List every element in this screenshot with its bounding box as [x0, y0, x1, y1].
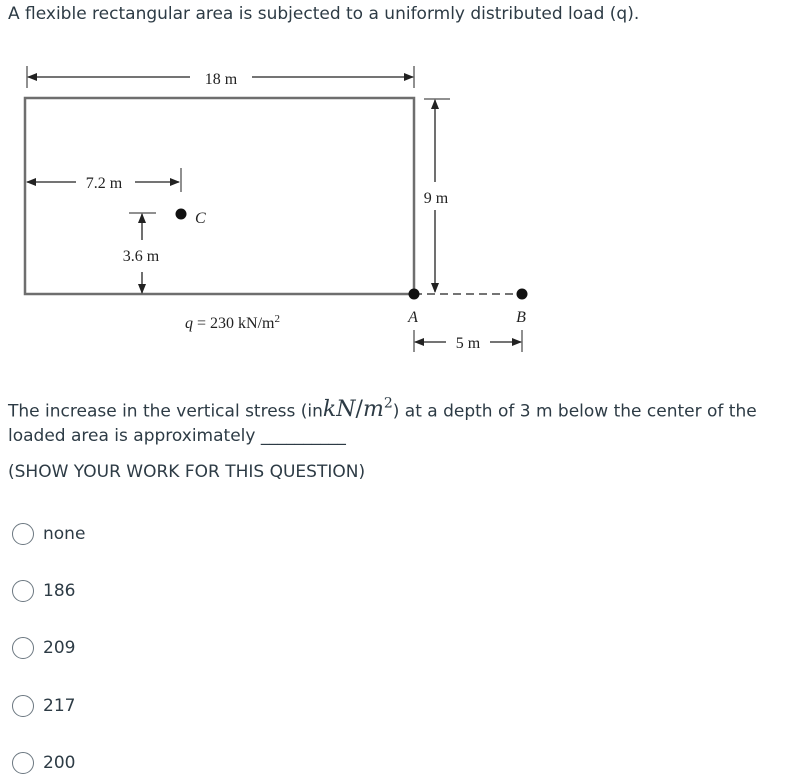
option-label: 217: [43, 696, 76, 716]
load-q-label: q = 230 $kN/m^2$: [185, 313, 280, 332]
answer-blank: __________: [260, 426, 346, 447]
point-b-marker: [517, 289, 528, 300]
option-label: none: [43, 524, 86, 544]
point-a-marker: [409, 289, 420, 300]
point-c-label: C: [195, 210, 206, 227]
dim-ab-label: 5 m: [455, 335, 481, 352]
point-c-marker: [176, 209, 187, 220]
option-label: 209: [43, 638, 76, 658]
radio-circle-icon[interactable]: [12, 695, 34, 717]
unit-math: $kN/m^2$: [322, 396, 393, 423]
option-217[interactable]: [12, 695, 75, 717]
radio-circle-icon[interactable]: [12, 523, 34, 545]
option-186[interactable]: [12, 580, 75, 602]
question-text: The increase in the vertical stress $(inkN/m^2)$ at a depth of 3 m below the center of the loaded area is approximately __________: [8, 396, 757, 447]
dim-cy-label: 3.6 m: [122, 248, 160, 265]
show-work-note: (SHOW YOUR WORK FOR THIS QUESTION): [8, 462, 366, 482]
load-diagram: [0, 58, 560, 358]
point-a-label: A: [408, 309, 418, 326]
radio-circle-icon[interactable]: [12, 637, 34, 659]
intro-text: A flexible rectangular area is subjected to a uniformly distributed load (q).: [8, 4, 640, 24]
option-209[interactable]: [12, 637, 75, 659]
dim-width-label: 18 m: [204, 71, 238, 88]
dim-cx-label: 7.2 m: [85, 175, 123, 192]
option-none[interactable]: [12, 523, 85, 545]
loaded-area: [25, 98, 414, 294]
dim-height-label: 9 m: [423, 190, 449, 207]
radio-circle-icon[interactable]: [12, 580, 34, 602]
option-label: 186: [43, 581, 76, 601]
point-b-label: B: [516, 309, 526, 326]
option-label: 200: [43, 753, 76, 773]
